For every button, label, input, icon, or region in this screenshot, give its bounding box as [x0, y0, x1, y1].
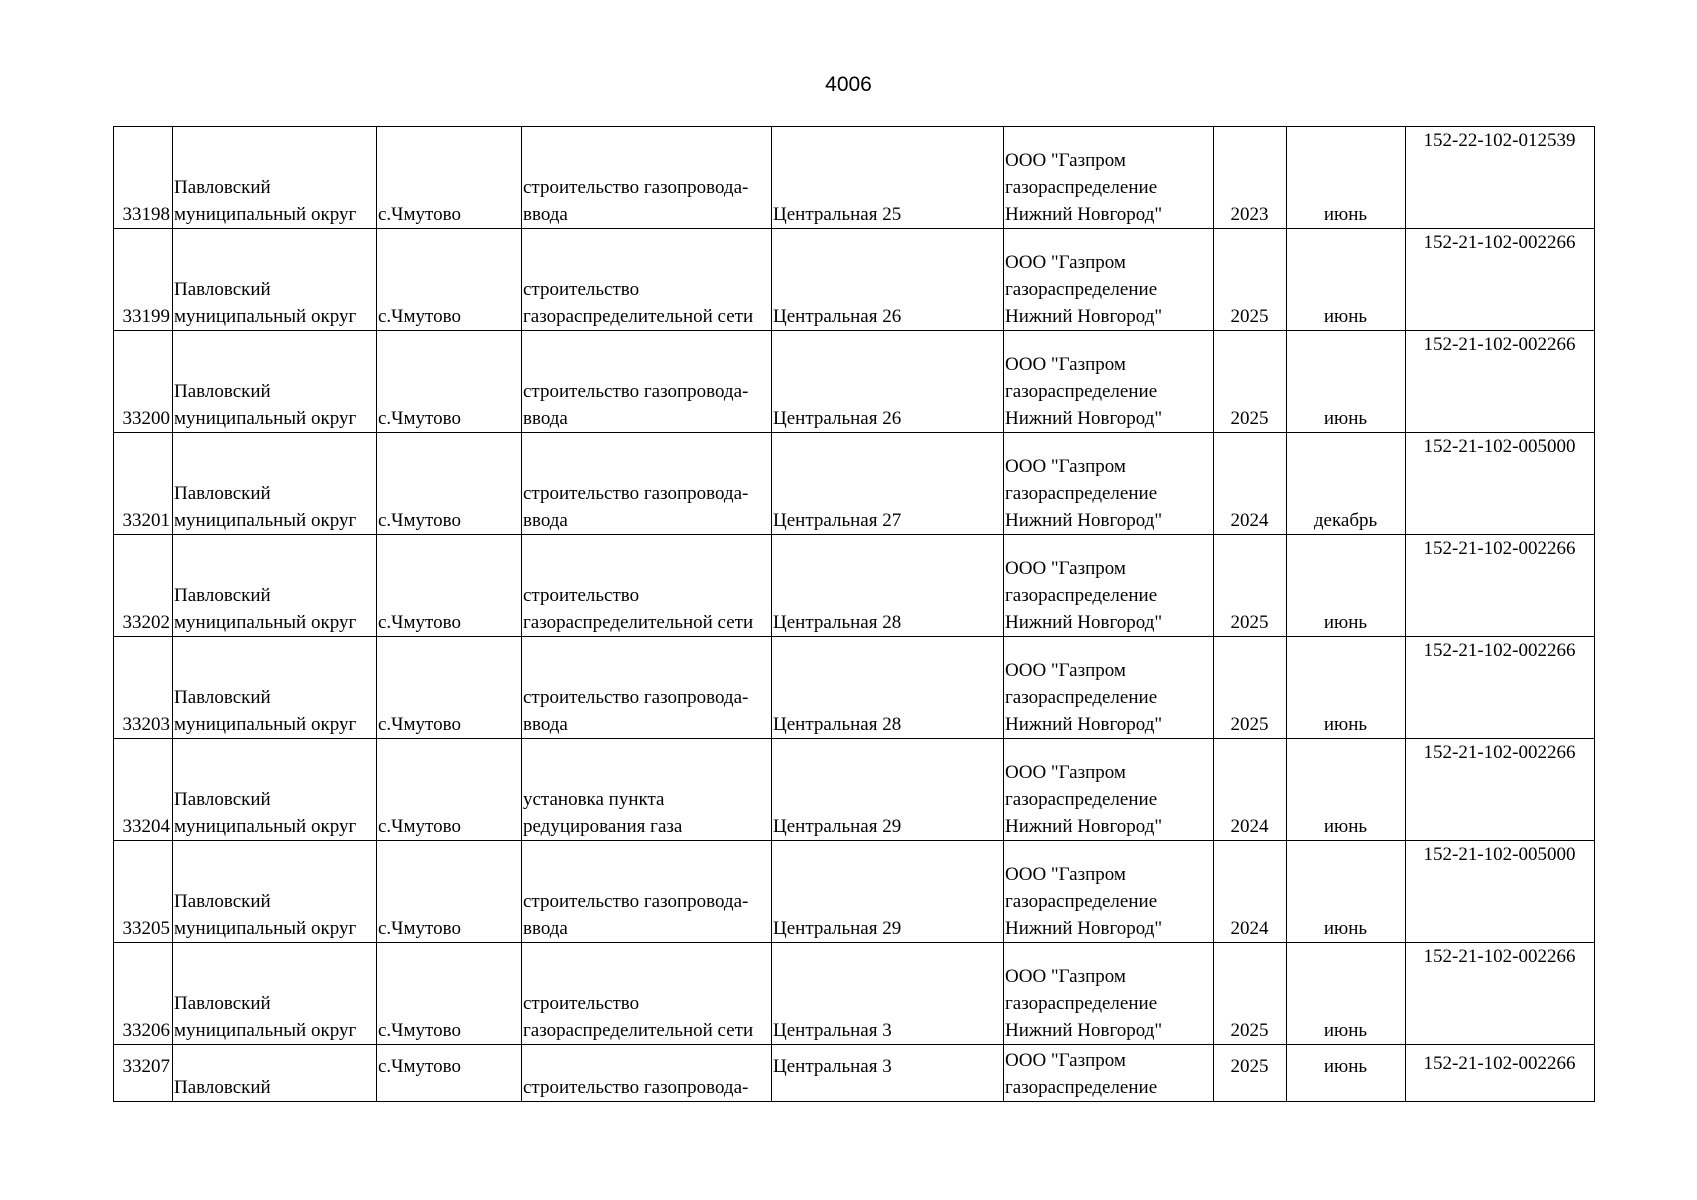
program-code-cell: 152-21-102-002266 [1406, 637, 1595, 739]
work-type-cell: строительство газопровода- ввода [522, 637, 772, 739]
street-address-cell: Центральная 29 [772, 841, 1004, 943]
row-number-cell: 33206 [114, 943, 173, 1045]
district-cell: Павловский муниципальный округ [173, 433, 377, 535]
month-cell: июнь [1287, 229, 1406, 331]
village-cell: с.Чмутово [377, 433, 522, 535]
program-code-cell: 152-21-102-005000 [1406, 841, 1595, 943]
program-code-cell: 152-21-102-002266 [1406, 943, 1595, 1045]
organization-cell: ООО "Газпром газораспределение Нижний Новгород" [1004, 739, 1214, 841]
year-cell: 2025 [1214, 637, 1287, 739]
work-type-cell: строительство газопровода- [522, 1045, 772, 1102]
organization-cell: ООО "Газпром газораспределение Нижний Новгород" [1004, 943, 1214, 1045]
year-cell: 2024 [1214, 739, 1287, 841]
month-cell: июнь [1287, 1045, 1406, 1102]
row-number-cell: 33199 [114, 229, 173, 331]
village-cell: с.Чмутово [377, 535, 522, 637]
row-number-cell: 33205 [114, 841, 173, 943]
district-cell: Павловский муниципальный округ [173, 535, 377, 637]
table-row [114, 637, 1595, 739]
year-cell: 2025 [1214, 229, 1287, 331]
program-code-cell: 152-21-102-002266 [1406, 229, 1595, 331]
village-cell: с.Чмутово [377, 943, 522, 1045]
work-type-cell: установка пункта редуцирования газа [522, 739, 772, 841]
street-address-cell: Центральная 28 [772, 535, 1004, 637]
program-code-cell: 152-21-102-002266 [1406, 331, 1595, 433]
table-row [114, 943, 1595, 1045]
organization-cell: ООО "Газпром газораспределение Нижний Новгород" [1004, 433, 1214, 535]
table-row [114, 127, 1595, 229]
organization-cell: ООО "Газпром газораспределение Нижний Новгород" [1004, 841, 1214, 943]
table-row [114, 229, 1595, 331]
row-number-cell: 33198 [114, 127, 173, 229]
village-cell: с.Чмутово [377, 739, 522, 841]
street-address-cell: Центральная 3 [772, 943, 1004, 1045]
village-cell: с.Чмутово [377, 841, 522, 943]
organization-cell: ООО "Газпром газораспределение Нижний Новгород" [1004, 637, 1214, 739]
organization-cell: ООО "Газпром газораспределение Нижний Новгород" [1004, 127, 1214, 229]
row-number-cell: 33204 [114, 739, 173, 841]
year-cell: 2025 [1214, 943, 1287, 1045]
table-row [114, 841, 1595, 943]
street-address-cell: Центральная 27 [772, 433, 1004, 535]
register-table [113, 126, 1595, 1102]
year-cell: 2024 [1214, 433, 1287, 535]
district-cell: Павловский муниципальный округ [173, 739, 377, 841]
table-row [114, 1045, 1595, 1102]
year-cell: 2024 [1214, 841, 1287, 943]
organization-cell: ООО "Газпром газораспределение Нижний Новгород" [1004, 229, 1214, 331]
street-address-cell: Центральная 25 [772, 127, 1004, 229]
village-cell: с.Чмутово [377, 1045, 522, 1102]
row-number-cell: 33202 [114, 535, 173, 637]
table-row [114, 331, 1595, 433]
district-cell: Павловский муниципальный округ [173, 127, 377, 229]
year-cell: 2023 [1214, 127, 1287, 229]
program-code-cell: 152-21-102-002266 [1406, 1045, 1595, 1102]
work-type-cell: строительство газораспределительной сети [522, 229, 772, 331]
organization-cell: ООО "Газпром газораспределение Нижний Новгород" [1004, 331, 1214, 433]
street-address-cell: Центральная 28 [772, 637, 1004, 739]
work-type-cell: строительство газопровода- ввода [522, 127, 772, 229]
program-code-cell: 152-21-102-002266 [1406, 535, 1595, 637]
village-cell: с.Чмутово [377, 229, 522, 331]
district-cell: Павловский муниципальный округ [173, 943, 377, 1045]
table-row [114, 535, 1595, 637]
month-cell: июнь [1287, 331, 1406, 433]
work-type-cell: строительство газораспределительной сети [522, 943, 772, 1045]
street-address-cell: Центральная 26 [772, 331, 1004, 433]
month-cell: июнь [1287, 943, 1406, 1045]
row-number-cell: 33200 [114, 331, 173, 433]
table-row [114, 739, 1595, 841]
month-cell: декабрь [1287, 433, 1406, 535]
year-cell: 2025 [1214, 535, 1287, 637]
street-address-cell: Центральная 3 [772, 1045, 1004, 1102]
page-number: 4006 [825, 73, 872, 96]
program-code-cell: 152-21-102-005000 [1406, 433, 1595, 535]
village-cell: с.Чмутово [377, 127, 522, 229]
program-code-cell: 152-22-102-012539 [1406, 127, 1595, 229]
month-cell: июнь [1287, 535, 1406, 637]
year-cell: 2025 [1214, 1045, 1287, 1102]
district-cell: Павловский муниципальный округ [173, 229, 377, 331]
district-cell: Павловский [173, 1045, 377, 1102]
program-code-cell: 152-21-102-002266 [1406, 739, 1595, 841]
month-cell: июнь [1287, 841, 1406, 943]
year-cell: 2025 [1214, 331, 1287, 433]
work-type-cell: строительство газопровода- ввода [522, 331, 772, 433]
district-cell: Павловский муниципальный округ [173, 331, 377, 433]
row-number-cell: 33201 [114, 433, 173, 535]
district-cell: Павловский муниципальный округ [173, 637, 377, 739]
work-type-cell: строительство газораспределительной сети [522, 535, 772, 637]
work-type-cell: строительство газопровода- ввода [522, 433, 772, 535]
village-cell: с.Чмутово [377, 331, 522, 433]
organization-cell: ООО "Газпром газораспределение [1004, 1045, 1214, 1102]
month-cell: июнь [1287, 127, 1406, 229]
row-number-cell: 33207 [114, 1045, 173, 1102]
work-type-cell: строительство газопровода- ввода [522, 841, 772, 943]
row-number-cell: 33203 [114, 637, 173, 739]
street-address-cell: Центральная 26 [772, 229, 1004, 331]
register-table-body [114, 127, 1595, 1102]
month-cell: июнь [1287, 739, 1406, 841]
district-cell: Павловский муниципальный округ [173, 841, 377, 943]
village-cell: с.Чмутово [377, 637, 522, 739]
street-address-cell: Центральная 29 [772, 739, 1004, 841]
table-row [114, 433, 1595, 535]
organization-cell: ООО "Газпром газораспределение Нижний Новгород" [1004, 535, 1214, 637]
month-cell: июнь [1287, 637, 1406, 739]
